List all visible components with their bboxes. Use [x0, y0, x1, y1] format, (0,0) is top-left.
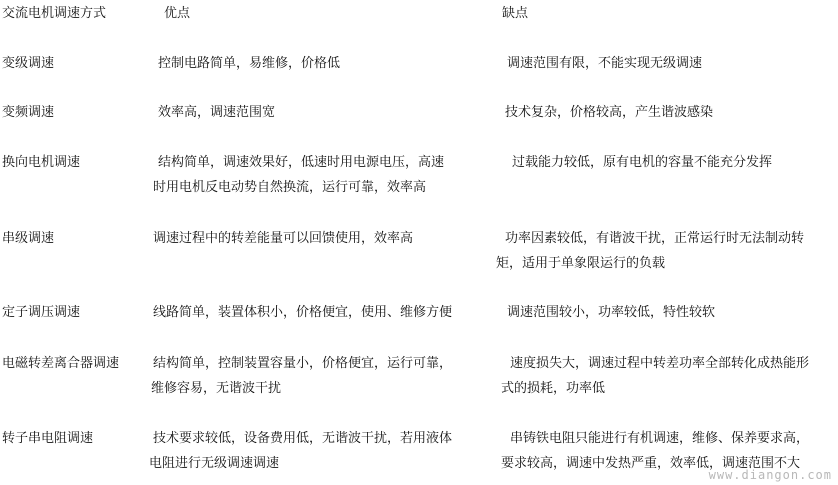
row-cons-line: 式的损耗，功率低 [501, 381, 606, 396]
row-cons-line: 功率因素较低，有谐波干扰，正常运行时无法制动转 [505, 231, 805, 246]
row-cons-line: 过载能力较低，原有电机的容量不能充分发挥 [512, 155, 773, 170]
row-cons-line: 调速范围有限，不能实现无级调速 [507, 56, 703, 71]
row-pros-line: 结构简单，调速效果好，低速时用电源电压，高速 [158, 155, 445, 170]
row-pros-line: 调速过程中的转差能量可以回馈使用，效率高 [153, 231, 414, 246]
row-pros-line: 时用电机反电动势自然换流，运行可靠，效率高 [153, 180, 427, 195]
header-cons: 缺点 [502, 6, 529, 21]
row-pros-line: 维修容易，无谐波干扰 [151, 381, 282, 396]
row-name: 换向电机调速 [2, 155, 81, 170]
header-method: 交流电机调速方式 [2, 6, 107, 21]
row-pros-line: 结构简单，控制装置容量小，价格便宜，运行可靠， [153, 356, 453, 371]
row-name: 变频调速 [2, 105, 55, 120]
row-cons-line: 要求较高，调速中发热严重，效率低，调速范围不大 [501, 456, 801, 471]
row-name: 转子串电阻调速 [2, 431, 94, 446]
row-name: 串级调速 [2, 231, 55, 246]
row-cons-line: 技术复杂，价格较高，产生谐波感染 [505, 105, 714, 120]
row-name: 电磁转差离合器调速 [2, 356, 120, 371]
row-pros-line: 控制电路简单，易维修，价格低 [158, 56, 341, 71]
row-name: 定子调压调速 [2, 305, 81, 320]
row-cons-line: 串铸铁电阻只能进行有机调速，维修、保养要求高， [510, 431, 810, 446]
row-cons-line: 矩，适用于单象限运行的负载 [496, 256, 666, 271]
row-cons-line: 速度损失大，调速过程中转差功率全部转化成热能形 [510, 356, 810, 371]
row-cons-line: 调速范围较小，功率较低，特性较软 [507, 305, 716, 320]
header-pros: 优点 [164, 6, 191, 21]
row-pros-line: 技术要求较低，设备费用低，无谐波干扰，若用液体 [153, 431, 453, 446]
watermark: www.diangon.com [708, 468, 832, 482]
row-pros-line: 效率高，调速范围宽 [158, 105, 276, 120]
row-pros-line: 电阻进行无级调速调速 [149, 456, 280, 471]
row-name: 变级调速 [2, 56, 55, 71]
row-pros-line: 线路简单，装置体积小，价格便宜，使用、维修方便 [153, 305, 453, 320]
